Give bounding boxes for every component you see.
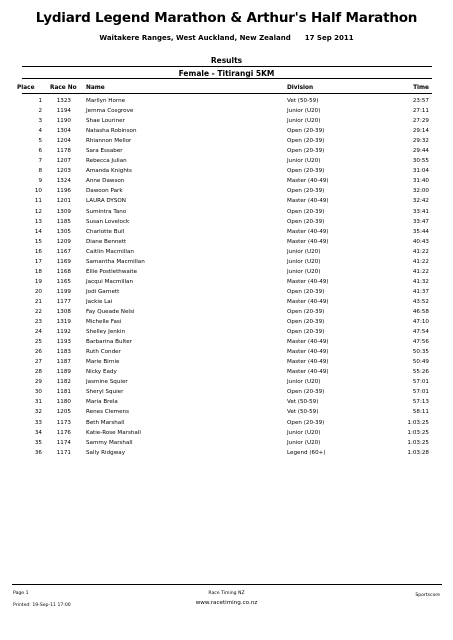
race-no-cell: 1187 — [56, 359, 71, 366]
time-cell: 23:57 — [412, 98, 429, 104]
name-cell: Rebecca Julian — [86, 158, 127, 165]
page-number: Page 1 — [13, 591, 29, 596]
name-cell: Sammy Marshall — [86, 439, 133, 446]
time-cell: 46:58 — [412, 308, 429, 315]
table-row — [0, 166, 453, 176]
section-heading: Results — [210, 56, 243, 65]
place-cell: 28 — [34, 369, 42, 376]
table-row — [0, 106, 453, 116]
division-cell: Junior (U20) — [287, 118, 321, 125]
place-cell: 3 — [38, 118, 42, 125]
race-no-cell: 1199 — [56, 288, 71, 295]
header-divider — [22, 93, 432, 94]
website-link[interactable]: www.racetiming.co.nz — [195, 600, 258, 606]
place-cell: 1 — [38, 98, 42, 104]
table-row — [0, 277, 453, 287]
division-cell: Open (20-39) — [287, 208, 325, 215]
division-cell: Vet (50-59) — [287, 409, 319, 416]
division-cell: Junior (U20) — [287, 429, 321, 436]
place-cell: 24 — [34, 329, 42, 336]
race-no-cell: 1180 — [56, 399, 71, 406]
name-cell: LAURA DYSON — [86, 198, 126, 205]
name-cell: Anne Dawson — [86, 178, 125, 185]
table-row — [0, 126, 453, 136]
division-cell: Open (20-39) — [287, 128, 325, 135]
race-no-cell: 1185 — [56, 218, 71, 225]
time-cell: 1:03:25 — [407, 439, 429, 446]
table-row — [0, 227, 453, 237]
table-row — [0, 438, 453, 448]
table-row — [0, 146, 453, 156]
time-cell: 29:32 — [412, 138, 429, 145]
time-cell: 40:43 — [412, 238, 429, 245]
place-cell: 35 — [34, 439, 42, 446]
place-cell: 18 — [34, 268, 42, 275]
division-cell: Vet (50-59) — [287, 399, 319, 406]
race-no-cell: 1201 — [56, 198, 71, 205]
division-cell: Open (20-39) — [287, 138, 325, 145]
name-cell: Samantha Macmillan — [86, 258, 145, 265]
race-no-cell: 1171 — [56, 449, 71, 456]
category-heading: Female - Titirangi 5KM — [178, 69, 275, 78]
table-row — [0, 186, 453, 196]
name-cell: Rhiannon Mellor — [86, 138, 132, 145]
division-cell: Master (40-49) — [287, 238, 329, 245]
race-no-cell: 1304 — [56, 128, 71, 135]
division-cell: Master (40-49) — [287, 349, 329, 356]
name-cell: Barbarina Bulter — [86, 339, 133, 346]
table-row — [0, 347, 453, 357]
race-no-cell: 1165 — [56, 278, 71, 285]
division-cell: Vet (50-59) — [287, 98, 319, 104]
time-cell: 41:32 — [412, 278, 429, 285]
name-cell: Charlotte Bull — [86, 228, 125, 235]
table-row — [0, 418, 453, 428]
race-no-cell: 1178 — [56, 148, 71, 155]
race-no-cell: 1167 — [56, 248, 71, 255]
name-cell: Michelle Fasi — [86, 319, 122, 326]
name-cell: Sally Ridgway — [86, 449, 126, 456]
table-row — [0, 96, 453, 106]
table-row — [0, 357, 453, 367]
table-row — [0, 207, 453, 217]
table-row — [0, 176, 453, 186]
place-cell: 31 — [34, 399, 42, 406]
division-column-header: Division — [287, 85, 314, 91]
place-cell: 2 — [38, 108, 42, 115]
race-no-cell: 1182 — [56, 379, 71, 386]
place-cell: 23 — [34, 319, 42, 326]
place-cell: 9 — [38, 178, 42, 185]
time-cell: 43:52 — [412, 298, 429, 305]
results-header-row — [0, 83, 453, 93]
time-cell: 47:56 — [412, 339, 429, 346]
time-cell: 1:03:25 — [407, 419, 429, 426]
time-cell: 41:22 — [412, 258, 429, 265]
place-cell: 32 — [34, 409, 42, 416]
place-cell: 20 — [34, 288, 42, 295]
race-no-cell: 1189 — [56, 369, 71, 376]
race-no-cell: 1181 — [56, 389, 71, 396]
time-cell: 50:35 — [412, 349, 429, 356]
place-cell: 4 — [38, 128, 42, 135]
race-no-cell: 1173 — [56, 419, 71, 426]
name-cell: Jackie Lai — [86, 298, 113, 305]
race-no-cell: 1319 — [56, 319, 71, 326]
name-cell: Jasmine Squier — [86, 379, 128, 386]
division-cell: Open (20-39) — [287, 419, 325, 426]
division-cell: Master (40-49) — [287, 178, 329, 185]
division-cell: Master (40-49) — [287, 198, 329, 205]
division-cell: Open (20-39) — [287, 308, 325, 315]
place-cell: 27 — [34, 359, 42, 366]
division-cell: Junior (U20) — [287, 248, 321, 255]
race-no-cell: 1205 — [56, 409, 71, 416]
race-no-cell: 1305 — [56, 228, 71, 235]
division-cell: Open (20-39) — [287, 389, 325, 396]
division-cell: Junior (U20) — [287, 268, 321, 275]
place-cell: 6 — [38, 148, 42, 155]
place-cell: 25 — [34, 339, 42, 346]
name-column-header: Name — [86, 85, 105, 91]
time-cell: 32:42 — [412, 198, 429, 205]
time-cell: 1:03:25 — [407, 429, 429, 436]
name-cell: Ellie Postlethwaite — [86, 268, 138, 275]
place-cell: 7 — [38, 158, 42, 165]
time-cell: 41:37 — [412, 288, 429, 295]
table-row — [0, 327, 453, 337]
table-row — [0, 196, 453, 206]
table-row — [0, 217, 453, 227]
division-cell: Junior (U20) — [287, 258, 321, 265]
name-cell: Nicky Eady — [86, 369, 117, 376]
footer-divider — [12, 584, 442, 585]
race-no-cell: 1204 — [56, 138, 71, 145]
time-cell: 47:54 — [412, 329, 429, 336]
race-no-cell: 1203 — [56, 168, 71, 175]
race-no-cell: 1194 — [56, 108, 71, 115]
table-row — [0, 387, 453, 397]
division-cell: Master (40-49) — [287, 298, 329, 305]
table-row — [0, 297, 453, 307]
time-cell: 50:49 — [412, 359, 429, 366]
place-cell: 8 — [38, 168, 42, 175]
time-cell: 47:10 — [412, 319, 429, 326]
place-cell: 11 — [34, 198, 42, 205]
division-cell: Junior (U20) — [287, 379, 321, 386]
time-cell: 29:14 — [412, 128, 429, 135]
page-title: Lydiard Legend Marathon & Arthur's Half Marathon — [35, 10, 418, 26]
table-row — [0, 397, 453, 407]
table-row — [0, 337, 453, 347]
place-cell: 15 — [34, 238, 42, 245]
table-row — [0, 116, 453, 126]
name-cell: Renes Clemens — [86, 409, 130, 416]
table-row — [0, 317, 453, 327]
sportscore-label: Sportscore — [415, 593, 440, 598]
event-location: Waitakere Ranges, West Auckland, New Zealand — [99, 34, 291, 42]
category-divider — [22, 78, 432, 79]
name-cell: Jodi Garnett — [86, 288, 120, 295]
name-cell: Ruth Conder — [86, 349, 121, 356]
name-cell: Amanda Knights — [86, 168, 132, 175]
section-divider — [22, 66, 432, 67]
division-cell: Open (20-39) — [287, 218, 325, 225]
name-cell: Sumintra Tano — [86, 208, 127, 215]
time-cell: 31:04 — [412, 168, 429, 175]
place-cell: 13 — [34, 218, 42, 225]
race-no-cell: 1308 — [56, 308, 71, 315]
race-no-cell: 1193 — [56, 339, 71, 346]
table-row — [0, 428, 453, 438]
name-cell: Susan Lovelock — [86, 218, 130, 225]
place-cell: 36 — [34, 449, 42, 456]
name-cell: Sara Essaber — [86, 148, 123, 155]
time-cell: 33:41 — [412, 208, 429, 215]
time-cell: 27:29 — [412, 118, 429, 125]
race-no-cell: 1176 — [56, 429, 71, 436]
division-cell: Master (40-49) — [287, 339, 329, 346]
place-cell: 19 — [34, 278, 42, 285]
place-cell: 33 — [34, 419, 42, 426]
race-no-cell: 1169 — [56, 258, 71, 265]
time-cell: 32:00 — [412, 188, 429, 195]
place-cell: 5 — [38, 138, 42, 145]
time-cell: 1:03:28 — [407, 449, 429, 456]
race-no-cell: 1177 — [56, 298, 71, 305]
division-cell: Open (20-39) — [287, 188, 325, 195]
race-no-cell: 1168 — [56, 268, 71, 275]
name-cell: Beth Marshall — [86, 419, 125, 426]
table-row — [0, 156, 453, 166]
time-cell: 27:11 — [412, 108, 429, 115]
printed-timestamp: Printed: 19-Sep-11 17:00 — [13, 603, 71, 608]
place-cell: 16 — [34, 248, 42, 255]
place-cell: 17 — [34, 258, 42, 265]
race-no-column-header: Race No — [50, 85, 77, 91]
place-cell: 29 — [34, 379, 42, 386]
time-cell: 57:01 — [412, 379, 429, 386]
table-row — [0, 307, 453, 317]
division-cell: Master (40-49) — [287, 369, 329, 376]
race-no-cell: 1324 — [56, 178, 71, 185]
time-cell: 41:22 — [412, 248, 429, 255]
time-cell: 30:55 — [412, 158, 429, 165]
timing-company: Race Timing NZ — [208, 591, 245, 596]
race-no-cell: 1209 — [56, 238, 71, 245]
place-cell: 26 — [34, 349, 42, 356]
table-row — [0, 136, 453, 146]
name-cell: Marie Birnie — [86, 359, 120, 366]
division-cell: Junior (U20) — [287, 439, 321, 446]
place-cell: 12 — [34, 208, 42, 215]
event-date: 17 Sep 2011 — [304, 34, 354, 42]
name-cell: Shelley Jenkin — [86, 329, 126, 336]
division-cell: Master (40-49) — [287, 278, 329, 285]
place-cell: 10 — [34, 188, 42, 195]
table-row — [0, 247, 453, 257]
race-no-cell: 1196 — [56, 188, 71, 195]
time-cell: 55:26 — [412, 369, 429, 376]
race-no-cell: 1183 — [56, 349, 71, 356]
name-cell: Sheryl Squier — [86, 389, 124, 396]
division-cell: Open (20-39) — [287, 168, 325, 175]
place-cell: 34 — [34, 429, 42, 436]
table-row — [0, 237, 453, 247]
name-cell: Jacqui Macmillan — [86, 278, 133, 285]
race-no-cell: 1207 — [56, 158, 71, 165]
time-cell: 41:22 — [412, 268, 429, 275]
time-column-header: Time — [413, 85, 429, 91]
place-cell: 30 — [34, 389, 42, 396]
table-row — [0, 367, 453, 377]
time-cell: 31:40 — [412, 178, 429, 185]
time-cell: 57:13 — [412, 399, 429, 406]
event-subtitle — [0, 34, 453, 42]
place-cell: 21 — [34, 298, 42, 305]
name-cell: Jemma Cosgrove — [86, 108, 134, 115]
table-row — [0, 407, 453, 417]
race-no-cell: 1192 — [56, 329, 71, 336]
name-cell: Shae Louriner — [86, 118, 125, 125]
race-no-cell: 1323 — [56, 98, 71, 104]
race-no-cell: 1190 — [56, 118, 71, 125]
division-cell: Junior (U20) — [287, 158, 321, 165]
table-row — [0, 267, 453, 277]
table-row — [0, 287, 453, 297]
name-cell: Caitlin Macmillan — [86, 248, 134, 255]
division-cell: Open (20-39) — [287, 319, 325, 326]
division-cell: Open (20-39) — [287, 329, 325, 336]
name-cell: Katie-Rose Marshall — [86, 429, 141, 436]
division-cell: Open (20-39) — [287, 288, 325, 295]
time-cell: 57:01 — [412, 389, 429, 396]
division-cell: Open (20-39) — [287, 148, 325, 155]
name-cell: Natasha Robinson — [86, 128, 137, 135]
name-cell: Dawoon Park — [86, 188, 123, 195]
table-row — [0, 377, 453, 387]
time-cell: 58:11 — [412, 409, 429, 416]
race-no-cell: 1309 — [56, 208, 71, 215]
division-cell: Master (40-49) — [287, 228, 329, 235]
name-cell: Fay Queade Nelsi — [86, 308, 135, 315]
race-no-cell: 1174 — [56, 439, 71, 446]
time-cell: 33:47 — [412, 218, 429, 225]
table-row — [0, 257, 453, 267]
results-table — [0, 96, 453, 458]
place-cell: 22 — [34, 308, 42, 315]
place-cell: 14 — [34, 228, 42, 235]
table-row — [0, 448, 453, 458]
time-cell: 29:44 — [412, 148, 429, 155]
name-cell: Maria Brela — [86, 399, 118, 406]
division-cell: Junior (U20) — [287, 108, 321, 115]
place-column-header: Place — [17, 85, 35, 91]
division-cell: Legend (60+) — [287, 449, 326, 456]
name-cell: Marilyn Horne — [86, 98, 126, 104]
time-cell: 35:44 — [412, 228, 429, 235]
division-cell: Master (40-49) — [287, 359, 329, 366]
name-cell: Diane Bennett — [86, 238, 127, 245]
